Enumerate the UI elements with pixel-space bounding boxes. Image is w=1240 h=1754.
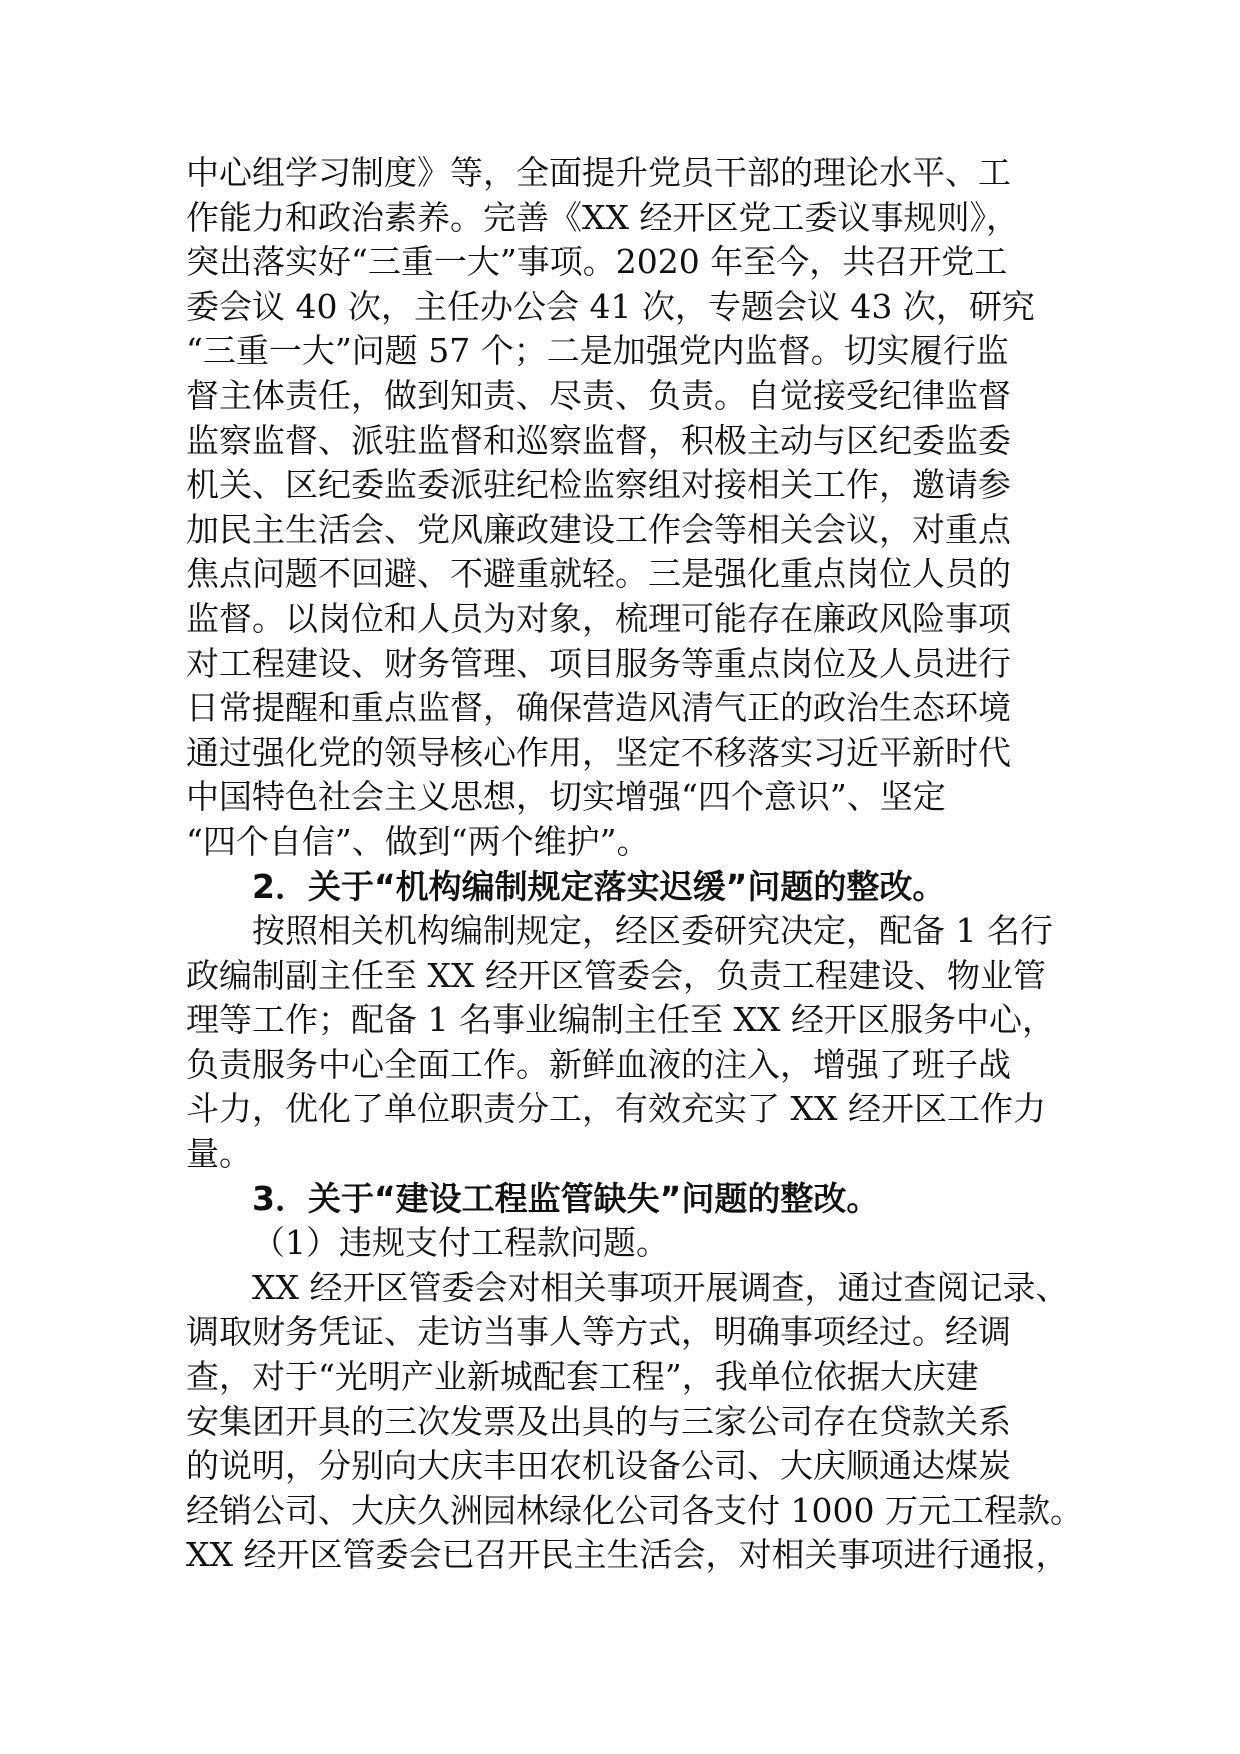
text-line: 加民主生活会、党风廉政建设工作会等相关会议，对重点	[186, 509, 1011, 549]
text-line: 督主体责任，做到知责、尽责、负责。自觉接受纪律监督	[186, 375, 1011, 415]
text-line: 调取财务凭证、走访当事人等方式，明确事项经过。经调	[186, 1312, 1011, 1352]
text-line: 对工程建设、财务管理、项目服务等重点岗位及人员进行	[186, 643, 1011, 683]
text-line: 作能力和政治素养。完善《XX 经开区党工委议事规则》，	[186, 197, 1019, 237]
text-line: 委会议 40 次，主任办公会 41 次，专题会议 43 次，研究	[186, 286, 1035, 326]
section-heading-3: 3．关于“建设工程监管缺失”问题的整改。	[252, 1178, 880, 1218]
subsection-heading-1: （1）违规支付工程款问题。	[252, 1223, 669, 1263]
paragraph-first-line: XX 经开区管委会对相关事项开展调查，通过查阅记录、	[252, 1267, 1069, 1307]
text-line: 查，对于“光明产业新城配套工程”，我单位依据大庆建	[186, 1357, 979, 1397]
text-line: “四个自信”、做到“两个维护”。	[186, 821, 650, 861]
section-heading-2: 2．关于“机构编制规定落实迟缓”问题的整改。	[252, 866, 946, 906]
paragraph-first-line: 按照相关机构编制规定，经区委研究决定，配备 1 名行	[252, 911, 1053, 951]
text-line: 安集团开具的三次发票及出具的与三家公司存在贷款关系	[186, 1401, 1011, 1441]
text-line: 经销公司、大庆久洲园林绿化公司各支付 1000 万元工程款。	[186, 1490, 1083, 1530]
text-line: XX 经开区管委会已召开民主生活会，对相关事项进行通报，	[186, 1535, 1069, 1575]
text-line: 政编制副主任至 XX 经开区管委会，负责工程建设、物业管	[186, 955, 1046, 995]
text-line: 负责服务中心全面工作。新鲜血液的注入，增强了班子战	[186, 1044, 1011, 1084]
text-line: “三重一大”问题 57 个；二是加强党内监督。切实履行监	[186, 331, 1009, 371]
text-line: 量。	[186, 1134, 252, 1174]
text-line: 斗力，优化了单位职责分工，有效充实了 XX 经开区工作力	[186, 1089, 1046, 1129]
text-line: 理等工作；配备 1 名事业编制主任至 XX 经开区服务中心，	[186, 1000, 1055, 1040]
text-line: 焦点问题不回避、不避重就轻。三是强化重点岗位人员的	[186, 554, 1011, 594]
text-line: 监督。以岗位和人员为对象，梳理可能存在廉政风险事项	[186, 598, 1011, 638]
text-line: 中国特色社会主义思想，切实增强“四个意识”、坚定	[186, 777, 946, 817]
text-line: 通过强化党的领导核心作用，坚定不移落实习近平新时代	[186, 732, 1011, 772]
text-line: 的说明，分别向大庆丰田农机设备公司、大庆顺通达煤炭	[186, 1446, 1011, 1486]
text-line: 监察监督、派驻监督和巡察监督，积极主动与区纪委监委	[186, 420, 1011, 460]
text-line: 突出落实好“三重一大”事项。2020 年至今，共召开党工	[186, 242, 1008, 282]
text-line: 日常提醒和重点监督，确保营造风清气正的政治生态环境	[186, 688, 1011, 728]
body-text	[186, 151, 1083, 1578]
text-line: 机关、区纪委监委派驻纪检监察组对接相关工作，邀请参	[186, 465, 1011, 505]
text-line: 中心组学习制度》等，全面提升党员干部的理论水平、工	[186, 153, 1011, 192]
